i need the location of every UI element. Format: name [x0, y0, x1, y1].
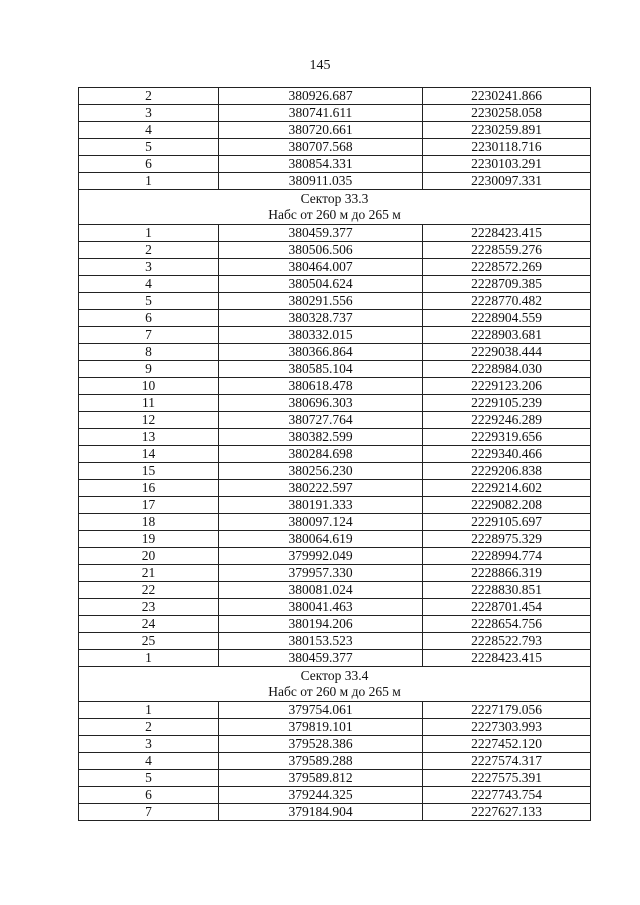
- section-header-row: [79, 667, 591, 702]
- x-coordinate-cell: 380696.303: [219, 395, 423, 412]
- y-coordinate-cell: 2230241.866: [423, 88, 591, 105]
- x-coordinate-cell: 380585.104: [219, 361, 423, 378]
- point-number-cell: 6: [79, 310, 219, 327]
- table-row: [79, 616, 591, 633]
- y-coordinate-cell: 2228572.269: [423, 259, 591, 276]
- y-coordinate-cell: 2228994.774: [423, 548, 591, 565]
- point-number-cell: 13: [79, 429, 219, 446]
- x-coordinate-cell: 380707.568: [219, 139, 423, 156]
- x-coordinate-cell: 380926.687: [219, 88, 423, 105]
- x-coordinate-cell: 380720.661: [219, 122, 423, 139]
- point-number-cell: 1: [79, 650, 219, 667]
- table-row: [79, 122, 591, 139]
- table-row: [79, 804, 591, 821]
- y-coordinate-cell: 2230103.291: [423, 156, 591, 173]
- x-coordinate-cell: 379754.061: [219, 702, 423, 719]
- table-row: [79, 702, 591, 719]
- point-number-cell: 6: [79, 156, 219, 173]
- table-row: [79, 463, 591, 480]
- point-number-cell: 9: [79, 361, 219, 378]
- y-coordinate-cell: 2228654.756: [423, 616, 591, 633]
- y-coordinate-cell: 2227575.391: [423, 770, 591, 787]
- table-row: [79, 310, 591, 327]
- y-coordinate-cell: 2228709.385: [423, 276, 591, 293]
- point-number-cell: 5: [79, 139, 219, 156]
- y-coordinate-cell: 2230259.891: [423, 122, 591, 139]
- point-number-cell: 2: [79, 88, 219, 105]
- section-header: [79, 667, 591, 702]
- table-row: [79, 736, 591, 753]
- table-row: [79, 599, 591, 616]
- section-subtitle: Набс от 260 м до 265 м: [268, 207, 401, 222]
- x-coordinate-cell: 380194.206: [219, 616, 423, 633]
- table-row: [79, 429, 591, 446]
- point-number-cell: 5: [79, 770, 219, 787]
- point-number-cell: 18: [79, 514, 219, 531]
- y-coordinate-cell: 2227574.317: [423, 753, 591, 770]
- point-number-cell: 12: [79, 412, 219, 429]
- table-row: [79, 259, 591, 276]
- x-coordinate-cell: 380618.478: [219, 378, 423, 395]
- table-row: [79, 480, 591, 497]
- y-coordinate-cell: 2228904.559: [423, 310, 591, 327]
- y-coordinate-cell: 2228701.454: [423, 599, 591, 616]
- y-coordinate-cell: 2228984.030: [423, 361, 591, 378]
- y-coordinate-cell: 2228975.329: [423, 531, 591, 548]
- y-coordinate-cell: 2228830.851: [423, 582, 591, 599]
- point-number-cell: 1: [79, 225, 219, 242]
- point-number-cell: 25: [79, 633, 219, 650]
- y-coordinate-cell: 2228423.415: [423, 225, 591, 242]
- table-row: [79, 139, 591, 156]
- point-number-cell: 11: [79, 395, 219, 412]
- x-coordinate-cell: 380081.024: [219, 582, 423, 599]
- point-number-cell: 7: [79, 804, 219, 821]
- table-row: [79, 719, 591, 736]
- x-coordinate-cell: 380041.463: [219, 599, 423, 616]
- y-coordinate-cell: 2229105.697: [423, 514, 591, 531]
- y-coordinate-cell: 2229123.206: [423, 378, 591, 395]
- table-row: [79, 173, 591, 190]
- y-coordinate-cell: 2230258.058: [423, 105, 591, 122]
- point-number-cell: 24: [79, 616, 219, 633]
- point-number-cell: 5: [79, 293, 219, 310]
- x-coordinate-cell: 379957.330: [219, 565, 423, 582]
- table-row: [79, 242, 591, 259]
- page-number: 145: [309, 58, 331, 73]
- point-number-cell: 4: [79, 122, 219, 139]
- x-coordinate-cell: 379528.386: [219, 736, 423, 753]
- point-number-cell: 10: [79, 378, 219, 395]
- x-coordinate-cell: 380459.377: [219, 225, 423, 242]
- table-row: [79, 787, 591, 804]
- x-coordinate-cell: 380854.331: [219, 156, 423, 173]
- y-coordinate-cell: 2228423.415: [423, 650, 591, 667]
- coordinates-table-body: [79, 88, 591, 821]
- x-coordinate-cell: 380291.556: [219, 293, 423, 310]
- point-number-cell: 20: [79, 548, 219, 565]
- point-number-cell: 1: [79, 702, 219, 719]
- point-number-cell: 15: [79, 463, 219, 480]
- table-row: [79, 344, 591, 361]
- y-coordinate-cell: 2227452.120: [423, 736, 591, 753]
- point-number-cell: 4: [79, 753, 219, 770]
- x-coordinate-cell: 380741.611: [219, 105, 423, 122]
- table-row: [79, 156, 591, 173]
- x-coordinate-cell: 380382.599: [219, 429, 423, 446]
- y-coordinate-cell: 2229206.838: [423, 463, 591, 480]
- y-coordinate-cell: 2230118.716: [423, 139, 591, 156]
- x-coordinate-cell: 380256.230: [219, 463, 423, 480]
- point-number-cell: 3: [79, 105, 219, 122]
- y-coordinate-cell: 2227627.133: [423, 804, 591, 821]
- x-coordinate-cell: 380727.764: [219, 412, 423, 429]
- y-coordinate-cell: 2227743.754: [423, 787, 591, 804]
- point-number-cell: 22: [79, 582, 219, 599]
- x-coordinate-cell: 380366.864: [219, 344, 423, 361]
- x-coordinate-cell: 379589.288: [219, 753, 423, 770]
- x-coordinate-cell: 379244.325: [219, 787, 423, 804]
- x-coordinate-cell: 380911.035: [219, 173, 423, 190]
- table-row: [79, 361, 591, 378]
- point-number-cell: 1: [79, 173, 219, 190]
- table-row: [79, 548, 591, 565]
- x-coordinate-cell: 379184.904: [219, 804, 423, 821]
- section-title: Сектор 33.3: [300, 191, 369, 206]
- y-coordinate-cell: 2229105.239: [423, 395, 591, 412]
- y-coordinate-cell: 2229082.208: [423, 497, 591, 514]
- table-row: [79, 225, 591, 242]
- table-row: [79, 770, 591, 787]
- point-number-cell: 23: [79, 599, 219, 616]
- y-coordinate-cell: 2228866.319: [423, 565, 591, 582]
- table-row: [79, 378, 591, 395]
- x-coordinate-cell: 380222.597: [219, 480, 423, 497]
- point-number-cell: 3: [79, 736, 219, 753]
- coordinates-table: [78, 87, 591, 821]
- table-row: [79, 293, 591, 310]
- point-number-cell: 2: [79, 242, 219, 259]
- x-coordinate-cell: 380153.523: [219, 633, 423, 650]
- x-coordinate-cell: 380459.377: [219, 650, 423, 667]
- point-number-cell: 8: [79, 344, 219, 361]
- table-row: [79, 105, 591, 122]
- y-coordinate-cell: 2228522.793: [423, 633, 591, 650]
- table-row: [79, 395, 591, 412]
- table-row: [79, 650, 591, 667]
- table-row: [79, 565, 591, 582]
- x-coordinate-cell: 380097.124: [219, 514, 423, 531]
- section-header-row: [79, 190, 591, 225]
- point-number-cell: 16: [79, 480, 219, 497]
- y-coordinate-cell: 2229038.444: [423, 344, 591, 361]
- y-coordinate-cell: 2228770.482: [423, 293, 591, 310]
- table-row: [79, 497, 591, 514]
- table-row: [79, 412, 591, 429]
- y-coordinate-cell: 2229319.656: [423, 429, 591, 446]
- section-subtitle: Набс от 260 м до 265 м: [268, 684, 401, 699]
- x-coordinate-cell: 379589.812: [219, 770, 423, 787]
- table-row: [79, 582, 591, 599]
- point-number-cell: 6: [79, 787, 219, 804]
- x-coordinate-cell: 379819.101: [219, 719, 423, 736]
- table-row: [79, 446, 591, 463]
- x-coordinate-cell: 380284.698: [219, 446, 423, 463]
- table-row: [79, 88, 591, 105]
- section-title: Сектор 33.4: [300, 668, 369, 683]
- y-coordinate-cell: 2229246.289: [423, 412, 591, 429]
- x-coordinate-cell: 379992.049: [219, 548, 423, 565]
- point-number-cell: 3: [79, 259, 219, 276]
- table-row: [79, 276, 591, 293]
- y-coordinate-cell: 2230097.331: [423, 173, 591, 190]
- y-coordinate-cell: 2227303.993: [423, 719, 591, 736]
- table-row: [79, 531, 591, 548]
- y-coordinate-cell: 2229214.602: [423, 480, 591, 497]
- table-row: [79, 327, 591, 344]
- x-coordinate-cell: 380464.007: [219, 259, 423, 276]
- point-number-cell: 4: [79, 276, 219, 293]
- y-coordinate-cell: 2228559.276: [423, 242, 591, 259]
- point-number-cell: 17: [79, 497, 219, 514]
- point-number-cell: 21: [79, 565, 219, 582]
- x-coordinate-cell: 380506.506: [219, 242, 423, 259]
- table-row: [79, 633, 591, 650]
- point-number-cell: 2: [79, 719, 219, 736]
- x-coordinate-cell: 380191.333: [219, 497, 423, 514]
- y-coordinate-cell: 2229340.466: [423, 446, 591, 463]
- point-number-cell: 14: [79, 446, 219, 463]
- table-row: [79, 753, 591, 770]
- x-coordinate-cell: 380332.015: [219, 327, 423, 344]
- x-coordinate-cell: 380504.624: [219, 276, 423, 293]
- y-coordinate-cell: 2227179.056: [423, 702, 591, 719]
- section-header: [79, 190, 591, 225]
- point-number-cell: 19: [79, 531, 219, 548]
- point-number-cell: 7: [79, 327, 219, 344]
- x-coordinate-cell: 380328.737: [219, 310, 423, 327]
- table-row: [79, 514, 591, 531]
- x-coordinate-cell: 380064.619: [219, 531, 423, 548]
- y-coordinate-cell: 2228903.681: [423, 327, 591, 344]
